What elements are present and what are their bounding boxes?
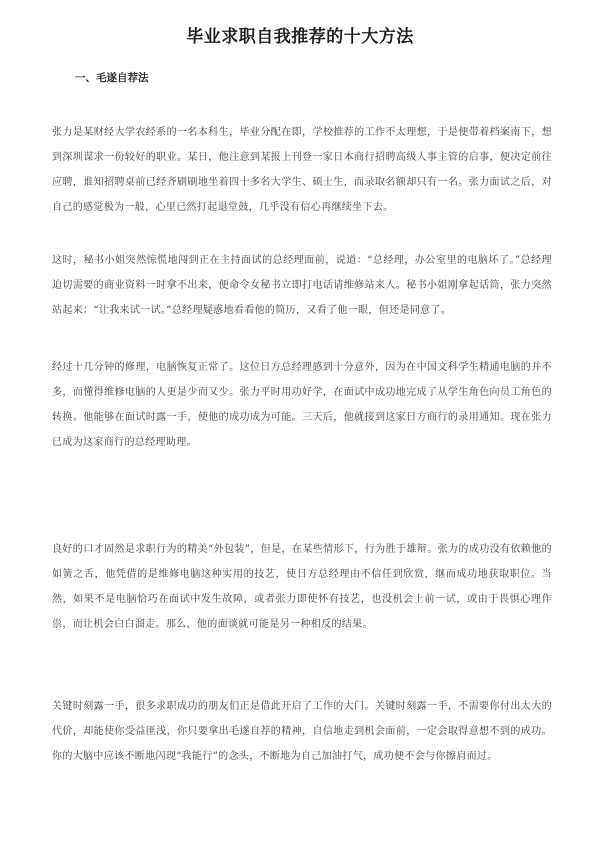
paragraph: 经过十几分钟的修理，电脑恢复正常了。这位日方总经理感到十分意外，因为在中国文科学生精通电脑的并不多，而懂得维修电脑的人更是少而又少。张力平时用功好学，在面试中成功地完成了从学生角色向员工角色的转换。他能够在面试时露一手，使他的成功成为可能。三天后，他就接到这家日方商行的录用通知。现在张力已成为这家商行的总经理助理。	[52, 362, 552, 448]
paragraph: 这时，秘书小姐突然惊慌地闯到正在主持面试的总经理面前，说道：“总经理，办公室里的电脑坏了。”总经理迫切需要的商业资料一时拿不出来，便命令女秘书立即打电话请维修站来人。秘书小姐刚拿起话筒，张力突然站起来：“让我来试一试。”总经理疑惑地看看他的简历，又看了他一眼，但还是同意了。	[52, 255, 552, 316]
paragraph: 关键时刻露一手，很多求职成功的朋友们正是借此开启了工作的大门。关键时刻露一手，不需要你付出太大的代价，却能使你受益匪浅，你只要拿出毛遂自荐的精神，自信地走到机会面前，一定会取得意想不到的成功。你的大脑中应该不断地闪现“我能行”的念头，不断地为自己加油打气，成功便不会与你擦肩而过。	[52, 701, 552, 762]
paragraph: 良好的口才固然是求职行为的精美“外包装”，但是，在某些情形下，行为胜于雄辩。张力的成功没有依赖他的如簧之舌，他凭借的是维修电脑这种实用的技艺，使日方总经理由不信任到欣赏，继而成功地获取职位。当然，如果不是电脑恰巧在面试中发生故障，或者张力即使怀有技艺，也没机会上前一试，或由于畏惧心理作祟，而让机会白白溜走。那么，他的面谈就可能是另一种相反的结果。	[52, 544, 552, 630]
section-heading: 一、毛遂自荐法	[75, 72, 149, 84]
page-title: 毕业求职自我推荐的十大方法	[186, 27, 414, 47]
paragraph: 张力是某财经大学农经系的一名本科生，毕业分配在即，学校推荐的工作不太理想，于是便带着档案南下，想到深圳谋求一份较好的职业。某日，他注意到某报上刊登一家日本商行招聘高级人事主管的启事，便决定前往应聘，谁知招聘桌前已经齐刷刷地坐着四十多名大学生、硕士生，而录取名额却只有一名。张力面试之后，对自己的感觉极为一般，心里已然打起退堂鼓，几乎没有信心再继续坐下去。	[52, 127, 552, 213]
